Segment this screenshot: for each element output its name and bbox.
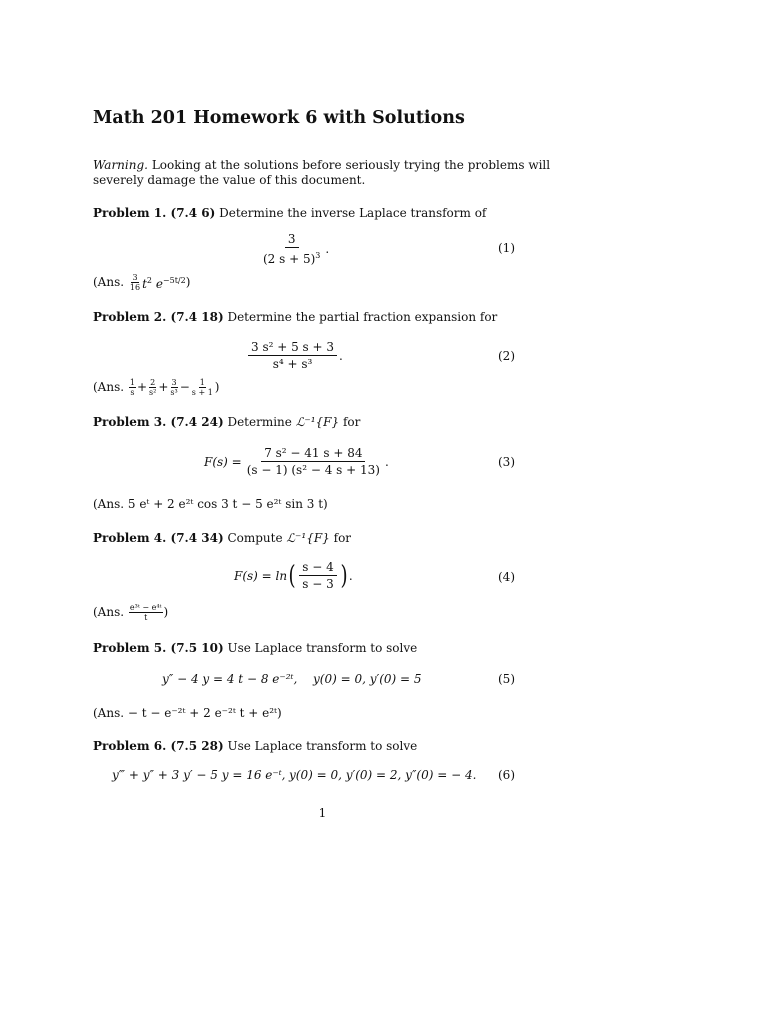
problem-1-text: Determine the inverse Laplace transform of [219,206,487,220]
equation-1-denominator: (2 s + 5) [263,252,316,266]
equation-4-number: (4) [498,570,515,584]
equation-5 [93,672,515,688]
equation-3-fraction [244,446,383,477]
problem-5-label: Problem 5. (7.5 10) [93,641,224,655]
answer-4-frac-den: t [144,613,148,622]
equation-2-denominator: s⁴ + s³ [272,357,313,371]
equation-2 [93,340,515,374]
problem-4-statement [93,531,351,546]
equation-2-fraction [248,340,337,371]
answer-1-exp-base: e [152,277,163,291]
equation-6 [93,768,515,784]
equation-3-denominator: (s − 1) (s² − 4 s + 13) [246,463,380,477]
equation-3 [93,446,515,480]
answer-2-term-2-den: s² [149,388,157,397]
problem-3-label: Problem 3. (7.4 24) [93,415,224,429]
problem-6-text: Use Laplace transform to solve [227,739,418,753]
answer-1-prefix: (Ans. [93,275,125,289]
equation-6-conditions: y(0) = 0, y′(0) = 2, y″(0) = − 4. [289,768,477,782]
page-number: 1 [318,806,327,820]
equation-5-number: (5) [498,672,515,686]
answer-2-op-1: + [136,380,148,394]
problem-5-statement [93,641,417,656]
equation-4-lhs: F(s) = ln [234,568,288,583]
problem-3-statement [93,415,360,430]
answer-1-exponent: −5t/2 [162,276,186,285]
problem-4-label: Problem 4. (7.4 34) [93,531,224,545]
answer-4-suffix: ) [163,605,169,619]
equation-3-lhs: F(s) = [204,454,242,469]
problem-2-label: Problem 2. (7.4 18) [93,310,224,324]
equation-4-denominator: s − 3 [302,577,334,591]
answer-1-suffix: ) [185,275,191,289]
equation-1-period: . [325,242,330,256]
problem-2-answer [93,378,219,397]
problem-3-answer: (Ans. 5 eᵗ + 2 e²ᵗ cos 3 t − 5 e²ᵗ sin 3 t) [93,497,328,511]
problem-4-operator: ℒ⁻¹{F} [286,531,330,545]
problem-4-text-pre: Compute [227,531,283,545]
answer-2-op-2: + [158,380,169,394]
equation-1-numerator: 3 [285,232,299,248]
answer-2-term-3-num: 3 [171,378,177,387]
equation-6-lhs: y‴ + y″ + 3 y′ − 5 y = 16 e⁻ᵗ, [112,768,286,782]
answer-2-term-2-num: 2 [150,378,156,387]
problem-1-label: Problem 1. (7.4 6) [93,206,216,220]
answer-2-term-4-den: s + 1 [191,388,213,397]
document-title: Math 201 Homework 6 with Solutions [93,108,465,128]
answer-1-frac-num: 3 [132,273,138,282]
answer-2-term-1-num: 1 [129,378,135,387]
equation-3-numerator: 7 s² − 41 s + 84 [261,446,365,462]
problem-2-text: Determine the partial fraction expansion for [227,310,498,324]
equation-1 [93,232,515,268]
equation-6-number: (6) [498,768,515,782]
answer-1-power: 2 [146,276,152,285]
equation-4-numerator: s − 4 [299,560,336,576]
problem-6-statement [93,739,417,754]
problem-5-answer: (Ans. − t − e⁻²ᵗ + 2 e⁻²ᵗ t + e²ᵗ) [93,706,282,720]
warning-line-1: Looking at the solutions before seriously trying the problems will [151,158,551,172]
answer-2-suffix: ) [214,380,220,394]
equation-4-period: . [348,568,353,583]
answer-2-prefix: (Ans. [93,380,125,394]
answer-2-term-3-den: s³ [170,388,178,397]
equation-3-number: (3) [498,455,515,469]
problem-4-answer [93,603,168,622]
equation-3-period: . [384,454,389,469]
problem-6-label: Problem 6. (7.5 28) [93,739,224,753]
equation-4-fraction [299,560,336,591]
equation-2-number: (2) [498,349,515,363]
equation-2-numerator: 3 s² + 5 s + 3 [248,340,337,356]
warning-label: Warning. [93,158,148,172]
answer-1-frac-den: 16 [129,283,141,292]
answer-4-prefix: (Ans. [93,605,125,619]
equation-1-fraction [260,232,323,266]
problem-5-text: Use Laplace transform to solve [227,641,418,655]
answer-4-frac-num: e³ᵗ − e⁴ᵗ [129,603,162,612]
problem-3-text-post: for [342,415,361,429]
answer-2-term-1-den: s [130,388,135,397]
problem-4-text-post: for [333,531,352,545]
problem-3-operator: ℒ⁻¹{F} [295,415,340,429]
answer-1-variable: t [142,277,147,291]
equation-1-exponent: 3 [315,251,321,260]
right-paren: ) [340,560,348,591]
warning-paragraph [93,158,550,188]
warning-line-2: severely damage the value of this document. [93,173,366,187]
problem-1-answer [93,273,190,292]
problem-3-text-pre: Determine [227,415,292,429]
equation-4 [93,560,515,596]
equation-5-lhs: y″ − 4 y = 4 t − 8 e⁻²ᵗ, [162,672,298,686]
problem-2-statement [93,310,497,325]
equation-2-period: . [339,348,343,363]
answer-2-term-4-num: 1 [199,378,205,387]
left-paren: ( [288,560,296,591]
equation-5-conditions: y(0) = 0, y′(0) = 5 [313,672,422,686]
answer-2-op-3: − [179,380,190,394]
problem-1-statement [93,206,486,221]
equation-1-number: (1) [498,241,515,255]
